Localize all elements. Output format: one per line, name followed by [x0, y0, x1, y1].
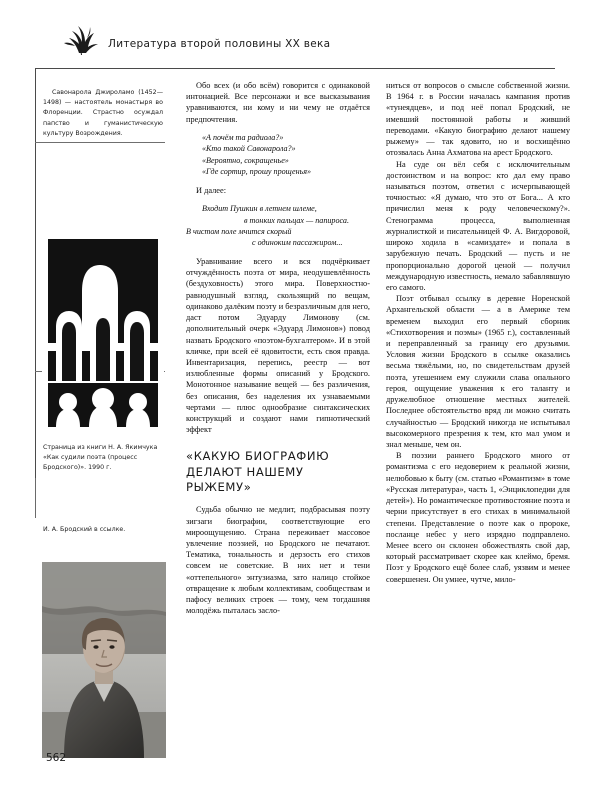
verse-line: «Вероятно, сокращенье»	[202, 155, 289, 165]
photo-caption: И. А. Бродский в ссылке.	[43, 526, 126, 533]
verse-line: «А почём та радиола?»	[202, 132, 284, 142]
verse-quote-2	[186, 203, 370, 249]
paragraph: На суде он вёл себя с исключительным достоинством и на вопрос: кто дал ему право называться поэтом, ответил с исчерпывающей точностью: «Я думаю, что это от Бога... А кто причислил меня к роду человеческому?». Стенограмма процесса, выполненная журналисткой и писательницей Ф. А. Вигдоровой, широко ходила в «самиздате» и попала в зарубежную печать. Бродский — пусть и не пропорционально дорогой ценой — получил международную известность, немало забавлявшую его самого.	[386, 159, 570, 292]
book-page-illustration	[42, 231, 164, 429]
section-heading: «КАКУЮ БИОГРАФИЮ ДЕЛАЮТ НАШЕМУ РЫЖЕМУ»	[186, 449, 330, 495]
verse-line: в тонких пальцах — папироса.	[244, 215, 349, 225]
paragraph: Уравнивание всего и вся подчёркивает отчуждённость поэта от мира, неодушевлённость (бездуховность) этого мира. Поверхностно-равнодушный взгляд, скользящий по вещам, одинаково далёким поэту и безразличным для него, даст потом Эдуарду Лимонову (см. дополнительный очерк «Эдуард Лимонов») повод назвать Бродского «поэтом-бухгалтером». И в этой кличке, при всей её ядовитости, есть своя правда. Инвентаризация, перепись, реестр — вот излюбленные формы описаний у Бродского. Монотонное называние вещей — без различения, без описания, без наделения их узнаваемыми чертами — плюс однообразие синтаксических конструкций и создают нами гипнотический эффект	[186, 256, 370, 435]
text-column-left	[186, 80, 370, 617]
paragraph: Судьба обычно не медлит, подбрасывая поэту зигзаги биографии, соответствующие его мироощущению. Страна переживает массовое увлечение поэзией, но Бродского не печатают. Тематика, тональность и дерзость его стихов совсем не советские. В них нет и тени «оттепельного» энтузиазма, зато налицо стойкое отвращение к любым коллективам, сообществам и пафосу великих строек — тому, чем тогдашняя молодёжь пыталась засло-	[186, 505, 370, 616]
paragraph: ниться от вопросов о смысле собственной жизни. В 1964 г. в России началась кампания против «тунеядцев», и под неё попал Бродский, не имевший постоянной работы и живший переводами. «Какую биографию делают нашему рыжему» — так ядовито, но и восхищённо отозвалась Анна Ахматова на арест Бродского.	[386, 81, 570, 158]
verse-line: с одиноким пассажиром...	[252, 238, 343, 248]
verse-line: «Где сортир, прошу прощенья»	[202, 167, 312, 177]
running-head-title: Литература второй половины XX века	[108, 38, 331, 50]
verse-line: В чистом поле мчится скорый	[186, 227, 292, 236]
side-note-text: Савонарола Джироламо (1452—1498) — настоятель монастыря во Флоренции. Страстно осуждал папство и гуманистическую культуру Возрождения.	[43, 89, 163, 137]
text-column-right	[386, 80, 570, 585]
paragraph: В поэзии раннего Бродского много от романтизма с его недоверием к реальной жизни, нелюбовью к быту (см. статью «Романтизм» в томе «Русская литература», часть 1, «Энциклопедии для детей»). Но романтическое противостояние поэта и черни присутствует в его стихах в минимальной степени. Представление о поэте как о пророке, посланце небес у него изрядно подправлено. Менее всего он склонен обожествлять свой дар, который рассматривает скорее как клеймо, бремя. Поэт у Бродского ещё более слаб, уязвим и менее совершенен. Он умнее, чутче, мило-	[386, 451, 570, 584]
page-number: 562	[46, 752, 67, 764]
figure-caption: Страница из книги Н. А. Якимчука «Как судили поэта (процесс Бродского)». 1990 г.	[43, 444, 158, 472]
brodsky-exile-photograph	[42, 562, 166, 758]
paragraph: Обо всех (и обо всём) говорится с одинаковой интонацией. Все персонажи и все высказывания уравниваются, ни кому и ни чему не отдаётся предпочтения.	[186, 81, 370, 124]
lead-in-text: И далее:	[196, 185, 227, 195]
verse-quote-1	[186, 132, 370, 178]
verse-line: «Кто такой Савонарола?»	[202, 144, 296, 154]
side-note-savonarola	[43, 88, 163, 139]
floral-ornament-icon	[60, 22, 100, 56]
sidebar	[35, 68, 170, 768]
paragraph: Поэт отбывал ссылку в деревне Норенской Архангельской области — а в Америке тем временем выходил его первый сборник «Стихотворения и поэмы» (1965 г.), составленный и переправленный за границу его друзьями. Условия жизни Бродского в ссылке оказались весьма тяжёлыми, но, по свидетельствам друзей поэта, утешением ему служили слава опального героя, ощущение уважения к его таланту и дружелюбное отношение местных жителей. Последнее обстоятельство вряд ли можно считать случайностью — Бродский никогда не испытывал высокомерного презрения к тем, кто мал умом и знал меньше, чем он.	[386, 294, 570, 449]
verse-line: Входит Пушкин в летнем шлеме,	[202, 204, 317, 214]
running-head	[60, 22, 540, 62]
